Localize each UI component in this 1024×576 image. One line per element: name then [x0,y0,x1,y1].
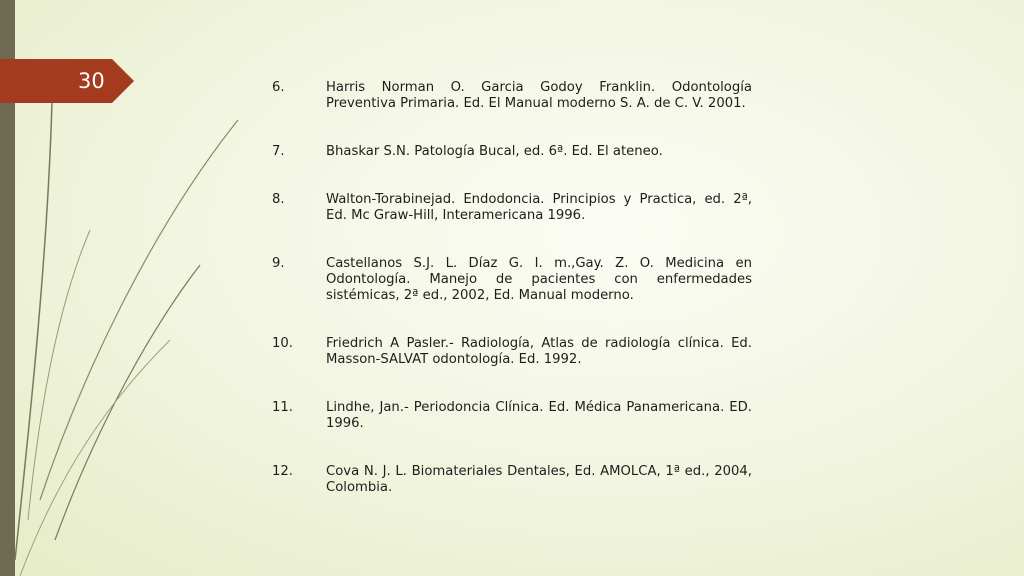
list-item [272,192,752,224]
reference-number: 11. [272,400,293,415]
reference-list [272,80,752,528]
reference-text: Castellanos S.J. L. Díaz G. I. m.,Gay. Z. O. Medicina en Odontología. Manejo de pacientes con enfermedades sistémicas, 2ª ed., 2002, Ed. Manual moderno. [326,256,752,303]
reference-number: 7. [272,144,285,159]
page-number: 30 [78,69,105,93]
leaf-line-1 [15,100,52,560]
list-item [272,144,752,160]
reference-text: Bhaskar S.N. Patología Bucal, ed. 6ª. Ed. El ateneo. [326,144,663,159]
list-item [272,256,752,304]
list-item [272,464,752,496]
leaf-line-2 [40,120,238,500]
page-number-tab [0,59,134,103]
list-item [272,400,752,432]
reference-text: Cova N. J. L. Biomateriales Dentales, Ed. AMOLCA, 1ª ed., 2004, Colombia. [326,464,752,495]
reference-number: 6. [272,80,285,95]
leaf-line-4 [20,340,170,576]
reference-text: Harris Norman O. Garcia Godoy Franklin. Odontología Preventiva Primaria. Ed. El Manual moderno S. A. de C. V. 2001. [326,80,752,111]
reference-text: Lindhe, Jan.- Periodoncia Clínica. Ed. Médica Panamericana. ED. 1996. [326,400,752,431]
reference-number: 9. [272,256,285,271]
reference-number: 8. [272,192,285,207]
list-item [272,80,752,112]
reference-number: 10. [272,336,293,351]
reference-text: Walton-Torabinejad. Endodoncia. Principios y Practica, ed. 2ª, Ed. Mc Graw-Hill, Interamericana 1996. [326,192,752,223]
reference-number: 12. [272,464,293,479]
list-item [272,336,752,368]
reference-text: Friedrich A Pasler.- Radiología, Atlas de radiología clínica. Ed. Masson-SALVAT odontología. Ed. 1992. [326,336,752,367]
